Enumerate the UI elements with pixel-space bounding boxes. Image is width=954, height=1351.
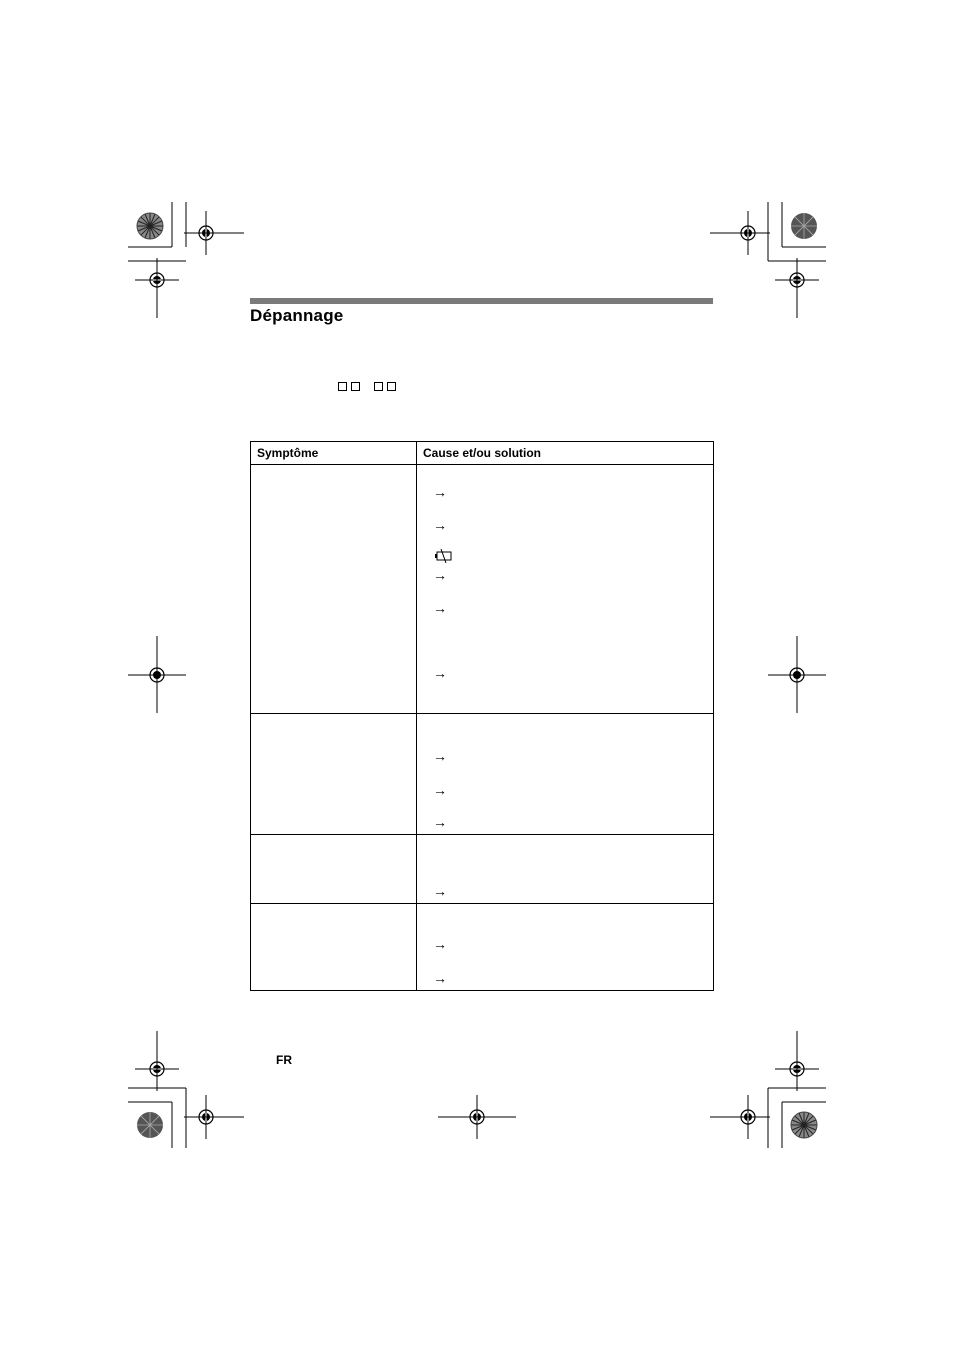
section-title: Dépannage bbox=[250, 306, 344, 325]
arrow-icon: → bbox=[433, 600, 447, 616]
arrow-icon: → bbox=[433, 567, 447, 583]
section-rule bbox=[250, 298, 713, 304]
arrow-icon: → bbox=[433, 883, 447, 899]
square-box-icon bbox=[351, 382, 360, 391]
arrow-icon: → bbox=[433, 936, 447, 952]
table-row bbox=[251, 904, 714, 991]
table-row bbox=[251, 835, 714, 904]
arrow-icon: → bbox=[433, 484, 447, 500]
arrow-icon: → bbox=[433, 517, 447, 533]
symptom-cell bbox=[251, 714, 417, 835]
solution-cell bbox=[417, 904, 714, 991]
arrow-icon: → bbox=[433, 782, 447, 798]
header-symptom: Symptôme bbox=[251, 442, 417, 465]
color-wheel-icon bbox=[137, 1112, 163, 1138]
symptom-cell bbox=[251, 904, 417, 991]
header-cause-solution: Cause et/ou solution bbox=[417, 442, 714, 465]
symptom-cell bbox=[251, 465, 417, 714]
color-wheel-icon bbox=[791, 213, 817, 239]
table-row bbox=[251, 714, 714, 835]
arrow-icon: → bbox=[433, 748, 447, 764]
troubleshooting-table bbox=[250, 441, 714, 991]
square-box-icon bbox=[338, 382, 347, 391]
color-wheel-icon bbox=[137, 213, 163, 239]
solution-cell bbox=[417, 714, 714, 835]
table-row bbox=[251, 465, 714, 714]
battery-icon bbox=[433, 549, 453, 563]
arrow-icon: → bbox=[433, 665, 447, 681]
placeholder-boxes bbox=[338, 382, 396, 391]
solution-cell bbox=[417, 835, 714, 904]
arrow-icon: → bbox=[433, 814, 447, 830]
square-box-icon bbox=[374, 382, 383, 391]
arrow-icon: → bbox=[433, 970, 447, 986]
footer-language-code: FR bbox=[276, 1053, 292, 1067]
color-wheel-icon bbox=[791, 1112, 817, 1138]
square-box-icon bbox=[387, 382, 396, 391]
symptom-cell bbox=[251, 835, 417, 904]
table-header-row bbox=[251, 442, 714, 465]
solution-cell bbox=[417, 465, 714, 714]
